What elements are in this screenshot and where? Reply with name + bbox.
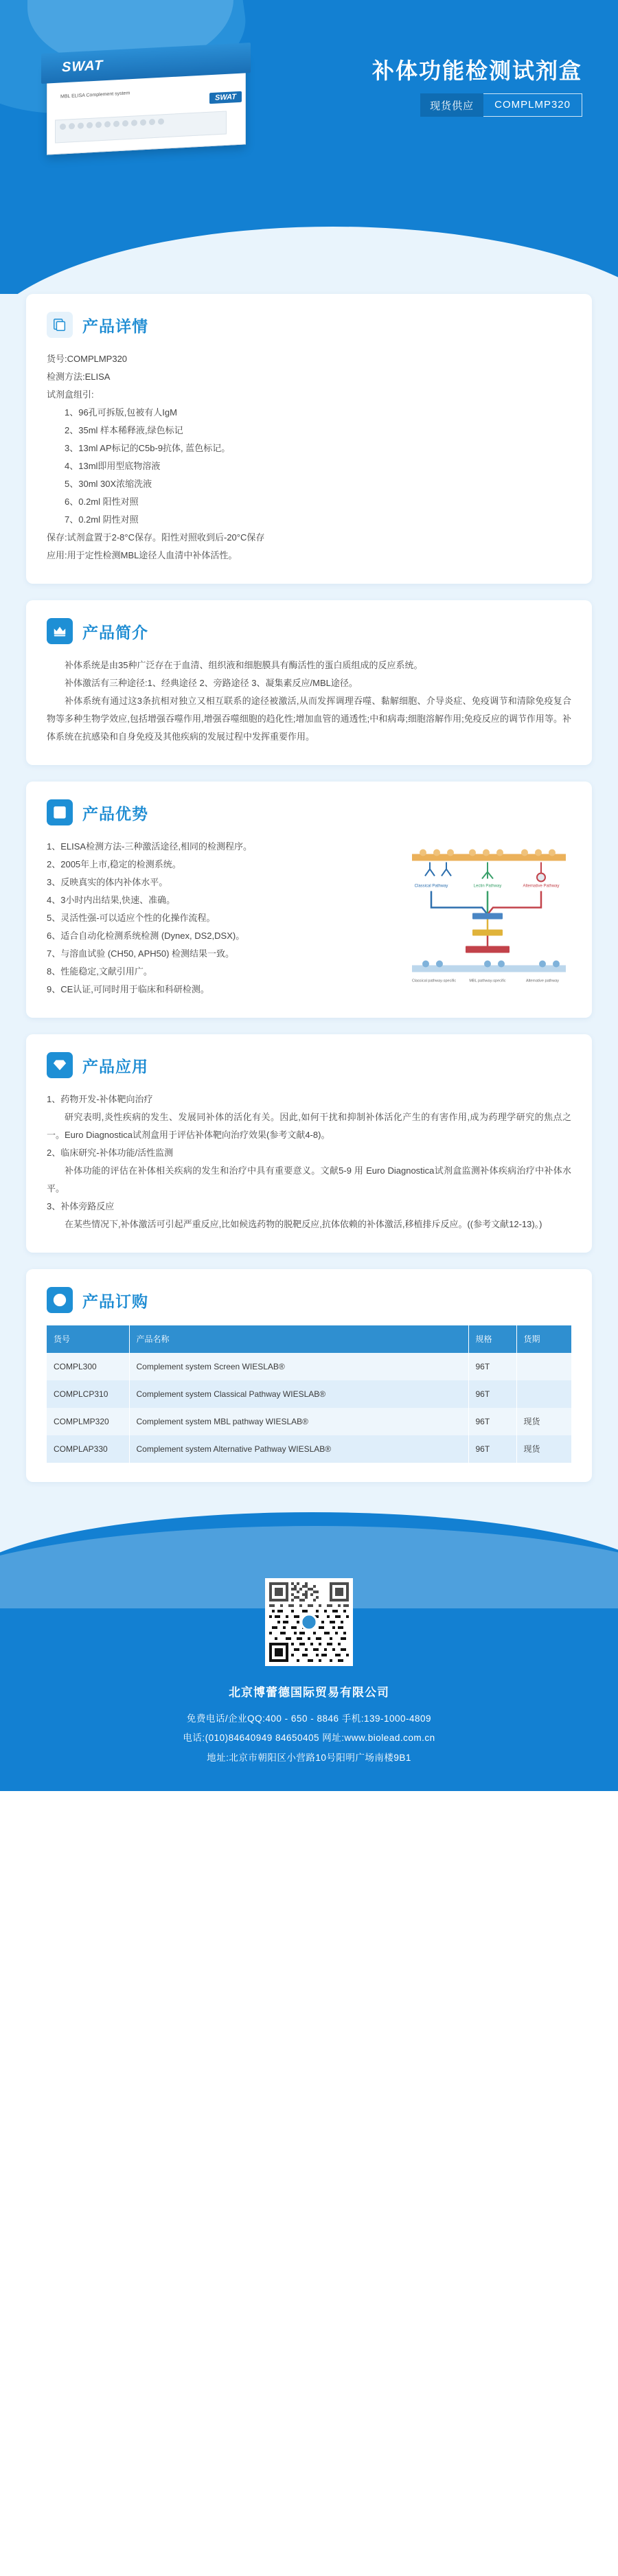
cell-code: COMPLMP320	[47, 1408, 129, 1435]
cell-stock: 现货	[523, 1444, 540, 1454]
card-header	[47, 1052, 571, 1078]
detail-line: 试剂盒组引:	[47, 389, 94, 400]
card-product-application	[26, 1034, 592, 1253]
cell-name: Complement system MBL pathway WIESLAB®	[129, 1408, 468, 1435]
table-row	[47, 1353, 571, 1380]
footer-contact-line: 免费电话/企业QQ:400 - 650 - 8846 手机:139-1000-4809	[186, 1713, 432, 1724]
table-head	[47, 1325, 571, 1353]
svg-text:Lectin Pathway: Lectin Pathway	[473, 884, 502, 889]
detail-line: 5、30ml 30X浓缩洗液	[65, 479, 152, 489]
box-brand-label: SWAT	[62, 58, 104, 76]
table-row	[47, 1408, 571, 1435]
detail-line: 应用:用于定性检测MBL途径人血清中补体活性。	[47, 550, 238, 560]
application-heading: 3、补体旁路反应	[47, 1201, 115, 1211]
page-header	[0, 0, 618, 295]
well	[122, 120, 128, 126]
application-heading: 2、临床研究-补体功能/活性监测	[47, 1148, 174, 1158]
advantage-item: 9、CE认证,可同时用于临床和科研检测。	[47, 984, 209, 994]
card-body	[47, 657, 571, 746]
cell-stock	[516, 1380, 571, 1408]
column-header-name: 产品名称	[129, 1325, 468, 1353]
footer-contact-line: 电话:(010)84640949 84650405 网址:www.biolead.com.cn	[183, 1733, 435, 1744]
detail-line: 6、0.2ml 阳性对照	[65, 497, 139, 507]
application-text: 研究表明,炎性疾病的发生、发展同补体的活化有关。因此,如何干扰和抑制补体活化产生的有害作用,成为药理学研究的焦点之一。Euro Diagnostica试剂盒用于评估补体靶向治疗效果(参考文献4-8)。	[47, 1112, 571, 1140]
card-product-advantages	[26, 782, 592, 1018]
cell-spec: 96T	[468, 1435, 516, 1463]
svg-text:Classical Pathway: Classical Pathway	[414, 884, 448, 889]
card-body	[47, 350, 571, 565]
well	[69, 123, 75, 129]
table-row	[47, 1435, 571, 1463]
well	[78, 122, 84, 128]
cell-name: Complement system Screen WIESLAB®	[129, 1353, 468, 1380]
diamond-icon	[47, 1052, 73, 1078]
card-header	[47, 799, 571, 825]
card-body	[47, 838, 571, 999]
card-product-details	[26, 294, 592, 584]
well	[104, 121, 111, 127]
svg-text:MBL pathway-specific: MBL pathway-specific	[469, 979, 506, 983]
footer-address-line: 地址:北京市朝阳区小营路10号阳明广场南楼9B1	[207, 1752, 411, 1763]
advantage-item: 7、与溶血试验 (CH50, APH50) 检测结果一致。	[47, 948, 235, 959]
cart-icon	[47, 1287, 73, 1313]
advantage-list	[47, 838, 397, 999]
header-tagline	[420, 93, 582, 117]
crown-icon	[47, 618, 73, 644]
footer-company-name: 北京博蕾德国际贸易有限公司	[229, 1686, 389, 1699]
box-badge-label: SWAT	[209, 91, 242, 104]
box-face-text: MBL ELISA Complement system	[60, 91, 130, 100]
cell-spec: 96T	[468, 1408, 516, 1435]
card-title: 产品简介	[82, 623, 148, 641]
detail-line: 货号:COMPLMP320	[47, 354, 128, 364]
detail-line: 检测方法:ELISA	[47, 372, 111, 382]
card-title: 产品订购	[82, 1292, 148, 1310]
cell-stock	[516, 1353, 571, 1380]
cell-code: COMPLCP310	[47, 1380, 129, 1408]
well	[95, 122, 102, 128]
card-body	[47, 1091, 571, 1233]
footer-wave	[0, 1512, 618, 1560]
card-product-order	[26, 1269, 592, 1482]
application-heading: 1、药物开发-补体靶向治疗	[47, 1094, 153, 1104]
card-title: 产品应用	[82, 1057, 148, 1075]
detail-line: 2、35ml 样本稀释液,绿色标记	[65, 425, 183, 435]
order-table	[47, 1325, 571, 1463]
page-footer	[0, 1512, 618, 1791]
card-header	[47, 618, 571, 644]
table-body	[47, 1353, 571, 1463]
header-bottom-wave	[0, 227, 618, 295]
cell-code: COMPLAP330	[47, 1435, 129, 1463]
advantage-item: 1、ELISA检测方法-三种激活途径,相同的检测程序。	[47, 841, 253, 852]
cell-spec: 96T	[468, 1353, 516, 1380]
product-code-badge: COMPLMP320	[483, 93, 582, 117]
column-header-code: 货号	[47, 1325, 129, 1353]
detail-line: 7、0.2ml 阴性对照	[65, 514, 139, 525]
advantage-item: 2、2005年上市,稳定的检测系统。	[47, 859, 181, 869]
intro-paragraph: 补体系统有通过这3条抗相对独立又相互联系的途径被激活,从而发挥调理吞噬、黏解细胞、介导炎症、免疫调节和清除免疫复合物等多种生物学效应,包括增强吞噬作用,增强吞噬细胞的趋化性;增加血管的通透性;中和病毒;细胞溶解作用;免疫反应的调节作用等。补体系统在抗感染和自身免疫及其他疾病的发展过程中发挥重要作用。	[47, 696, 571, 742]
cell-name: Complement system Classical Pathway WIESLAB®	[129, 1380, 468, 1408]
advantage-item: 6、适合自动化检测系统检测 (Dynex, DS2,DSX)。	[47, 931, 245, 941]
complement-pathways-diagram	[407, 838, 571, 999]
detail-line: 4、13ml即用型底物溶液	[65, 461, 161, 471]
column-header-stock: 货期	[516, 1325, 571, 1353]
card-title: 产品详情	[82, 317, 148, 335]
product-box-image	[34, 41, 261, 172]
well	[60, 124, 66, 130]
well	[131, 119, 137, 126]
intro-paragraph: 补体激活有三种途径:1、经典途径 2、旁路途径 3、凝集素反应/MBL途径。	[65, 678, 358, 688]
document-icon	[47, 312, 73, 338]
detail-line: 1、96孔可拆版,包被有人IgM	[65, 407, 177, 418]
well	[87, 122, 93, 128]
advantage-item: 8、性能稳定,文献引用广。	[47, 966, 152, 977]
application-text: 在某些情况下,补体激活可引起严重反应,比如候选药物的脱靶反应,抗体依赖的补体激活,移植排斥反应。((参考文献12-13)。)	[65, 1219, 542, 1229]
advantage-item: 5、灵活性强-可以适应个性的化操作流程。	[47, 913, 216, 923]
supply-badge: 现货供应	[420, 93, 483, 117]
svg-text:Alternative Pathway: Alternative Pathway	[523, 884, 560, 889]
table-row	[47, 1380, 571, 1408]
chart-icon	[47, 799, 73, 825]
cell-spec: 96T	[468, 1380, 516, 1408]
card-header	[47, 312, 571, 338]
card-body	[47, 1325, 571, 1463]
cell-name: Complement system Alternative Pathway WIESLAB®	[129, 1435, 468, 1463]
detail-line: 保存:试剂盒置于2-8°C保存。阳性对照收到后-20°C保存	[47, 532, 265, 543]
well	[158, 118, 164, 124]
svg-text:Classical pathway-specific: Classical pathway-specific	[411, 979, 457, 983]
well	[140, 119, 146, 126]
detail-line: 3、13ml AP标记的C5b-9抗体, 蓝色标记。	[65, 443, 231, 453]
card-product-intro	[26, 600, 592, 765]
advantage-item: 3、反映真实的体内补体水平。	[47, 877, 168, 887]
table-header-row	[47, 1325, 571, 1353]
cell-stock: 现货	[523, 1417, 540, 1426]
content-area	[0, 294, 618, 1512]
well	[113, 121, 119, 127]
svg-text:Alternative pathway: Alternative pathway	[526, 979, 559, 983]
page-title: 补体功能检测试剂盒	[371, 58, 582, 83]
application-text: 补体功能的评估在补体相关疾病的发生和治疗中具有重要意义。文献5-9 用 Euro Diagnostica试剂盒监测补体疾病治疗中补体水平。	[47, 1165, 571, 1194]
cell-code: COMPL300	[47, 1353, 129, 1380]
column-header-spec: 规格	[468, 1325, 516, 1353]
card-title: 产品优势	[82, 804, 148, 823]
well	[149, 119, 155, 125]
card-header	[47, 1287, 571, 1313]
advantage-item: 4、3小时内出结果,快速、准确。	[47, 895, 176, 905]
intro-paragraph: 补体系统是由35种广泛存在于血清、组织液和细胞膜具有酶活性的蛋白质组成的反应系统。	[65, 660, 423, 670]
